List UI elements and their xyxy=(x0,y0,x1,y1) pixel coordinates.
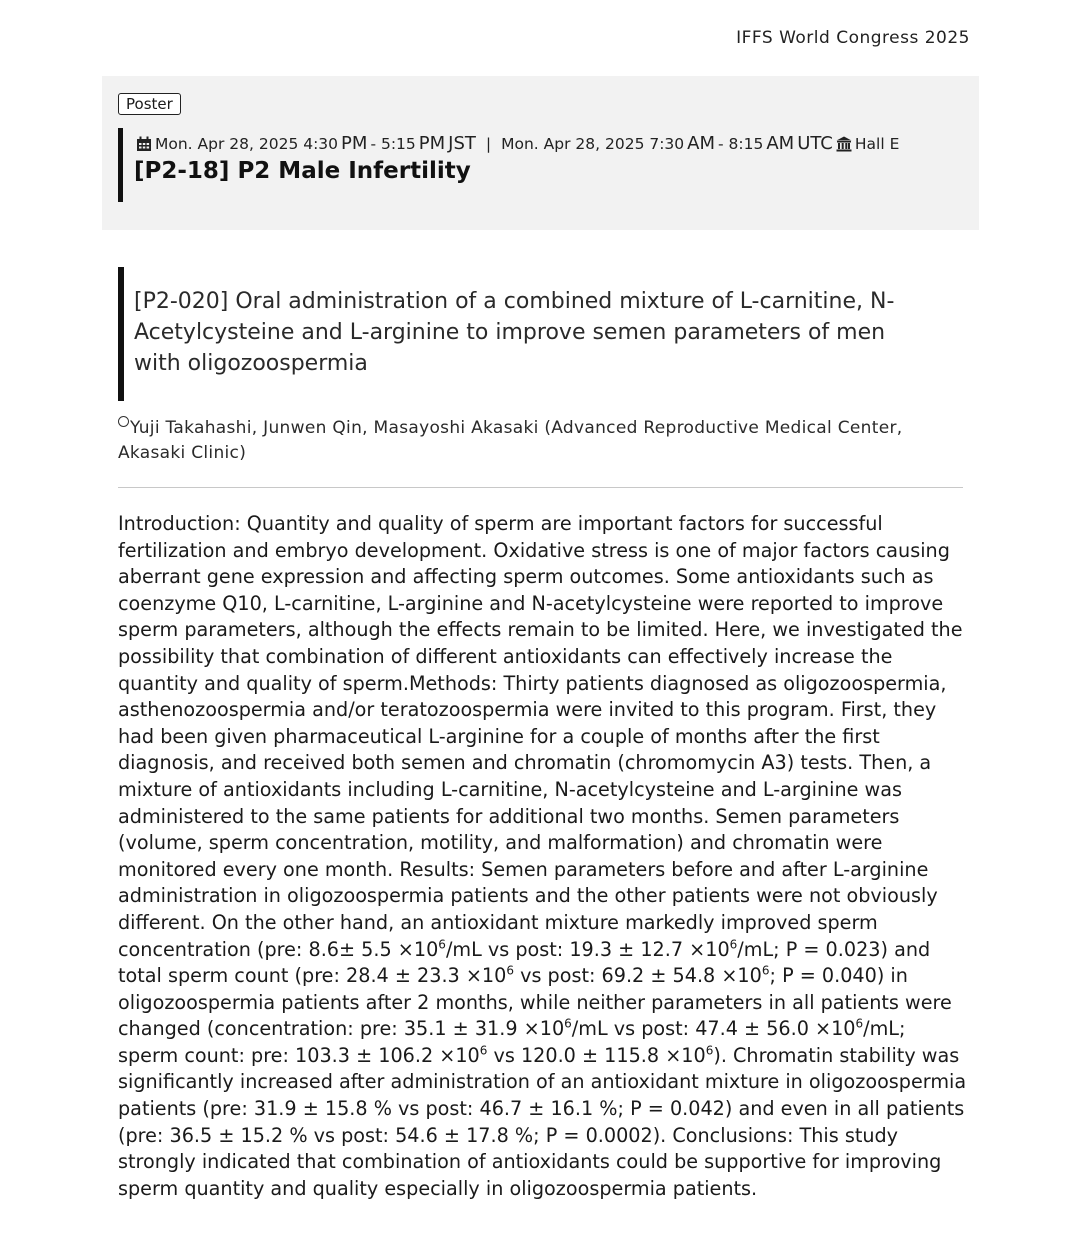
abstract-text: ). Chromatin stability was significantly increased after administration of an antioxidant mixture in oligozoospermia patients (pre: 31.9 ± 15.8 % vs post: 46.7 ± 16.1 %; P = 0.042) and even in all patients (pre: 36.5 ± 15.2 % vs post: 54.6 ± 17.8 %; P = 0.0002). Conclusions: This study strongly indicated that combination of antioxidants could be supportive for improving sperm quantity and quality especially in oligozoospermia patients. xyxy=(118,1043,967,1200)
meta-separator: | xyxy=(485,134,492,153)
am-label: AM xyxy=(687,133,716,154)
session-meta xyxy=(136,133,899,154)
abstract-text: /mL; sperm count: pre: 103.3 ± 106.2 ×10 xyxy=(118,1017,906,1067)
exponent: 6 xyxy=(855,1016,864,1031)
paper-title: [P2-020] Oral administration of a combined mixture of L-carnitine, N-Acetylcysteine and L-arginine to improve semen parameters of men with oligozoospermia xyxy=(134,289,895,376)
authors xyxy=(118,416,958,466)
hall-location: Hall E xyxy=(854,134,900,153)
session-box xyxy=(102,76,979,230)
abstract-text: /mL vs post: 47.4 ± 56.0 ×10 xyxy=(571,1017,856,1041)
abstract-text: ; P = 0.040) in oligozoospermia patients after 2 months, while neither parameters in all patients were changed (concentration: pre: 35.1 ± 31.9 ×10 xyxy=(118,964,952,1041)
abstract-text: /mL vs post: 19.3 ± 12.7 ×10 xyxy=(445,937,730,961)
exponent: 6 xyxy=(438,937,446,952)
exponent: 6 xyxy=(479,1043,488,1058)
exponent: 6 xyxy=(705,1043,714,1058)
date-utc: Mon. Apr 28, 2025 7:30 xyxy=(501,134,685,153)
paper-accent-bar xyxy=(118,267,124,401)
abstract-text: Introduction: Quantity and quality of sperm are important factors for successful fertilization and embryo development. Oxidative stress is one of major factors causing aberrant gene expression and affecting sperm outcomes. Some antioxidants such as coenzyme Q10, L-carnitine, L-arginine and N-acetylcysteine were reported to improve sperm parameters, although the effects remain to be limited. Here, we investigated the possibility that combination of different antioxidants can effectively increase the quantity and quality of sperm.Methods: Thirty patients diagnosed as oligozoospermia, asthenozoospermia and/or teratozoospermia were invited to this program. First, they had been given pharmaceutical L-arginine for a couple of months after the first diagnosis, and received both semen and chromatin (chromomycin A3) tests. Then, a mixture of antioxidants including L-carnitine, N-acetylcysteine and L-arginine was administered to the same patients for additional two months. Semen parameters (volume, sperm concentration, motility, and malformation) and chromatin were monitored every one month. Results: Semen parameters before and after L-arginine administration in oligozoospermia patients and the other patients were not obviously different. On the other hand, an antioxidant mixture markedly improved sperm concentration (pre: 8.6± 5.5 ×10 xyxy=(118,512,963,961)
timezone-jst: JST xyxy=(448,133,476,154)
conference-name: IFFS World Congress 2025 xyxy=(736,28,970,48)
poster-badge: Poster xyxy=(118,93,181,115)
end-time-utc: - 8:15 xyxy=(718,134,764,153)
divider xyxy=(118,487,963,488)
building-icon xyxy=(836,136,852,152)
calendar-icon xyxy=(136,136,152,152)
author-list: Yuji Takahashi, Junwen Qin, Masayoshi Akasaki (Advanced Reproductive Medical Center, Akasaki Clinic) xyxy=(118,418,903,463)
exponent: 6 xyxy=(729,937,738,952)
exponent: 6 xyxy=(761,963,770,978)
exponent: 6 xyxy=(506,963,514,978)
abstract-text: vs 120.0 ± 115.8 ×10 xyxy=(487,1043,706,1067)
abstract-text: /mL; P = 0.023) and total sperm count (pre: 28.4 ± 23.3 ×10 xyxy=(118,937,931,988)
pm-label: PM xyxy=(418,133,446,154)
date-jst: Mon. Apr 28, 2025 4:30 xyxy=(155,134,339,153)
end-time-jst: - 5:15 xyxy=(370,134,416,153)
session-title: [P2-18] P2 Male Infertility xyxy=(134,158,471,184)
abstract-body xyxy=(118,511,970,1202)
timezone-utc: UTC xyxy=(797,133,833,154)
am-label: AM xyxy=(766,133,795,154)
pm-label: PM xyxy=(341,133,368,154)
exponent: 6 xyxy=(564,1016,572,1031)
presenter-circle-icon xyxy=(118,416,129,427)
abstract-text: vs post: 69.2 ± 54.8 ×10 xyxy=(513,964,762,988)
session-accent-bar xyxy=(118,128,123,202)
